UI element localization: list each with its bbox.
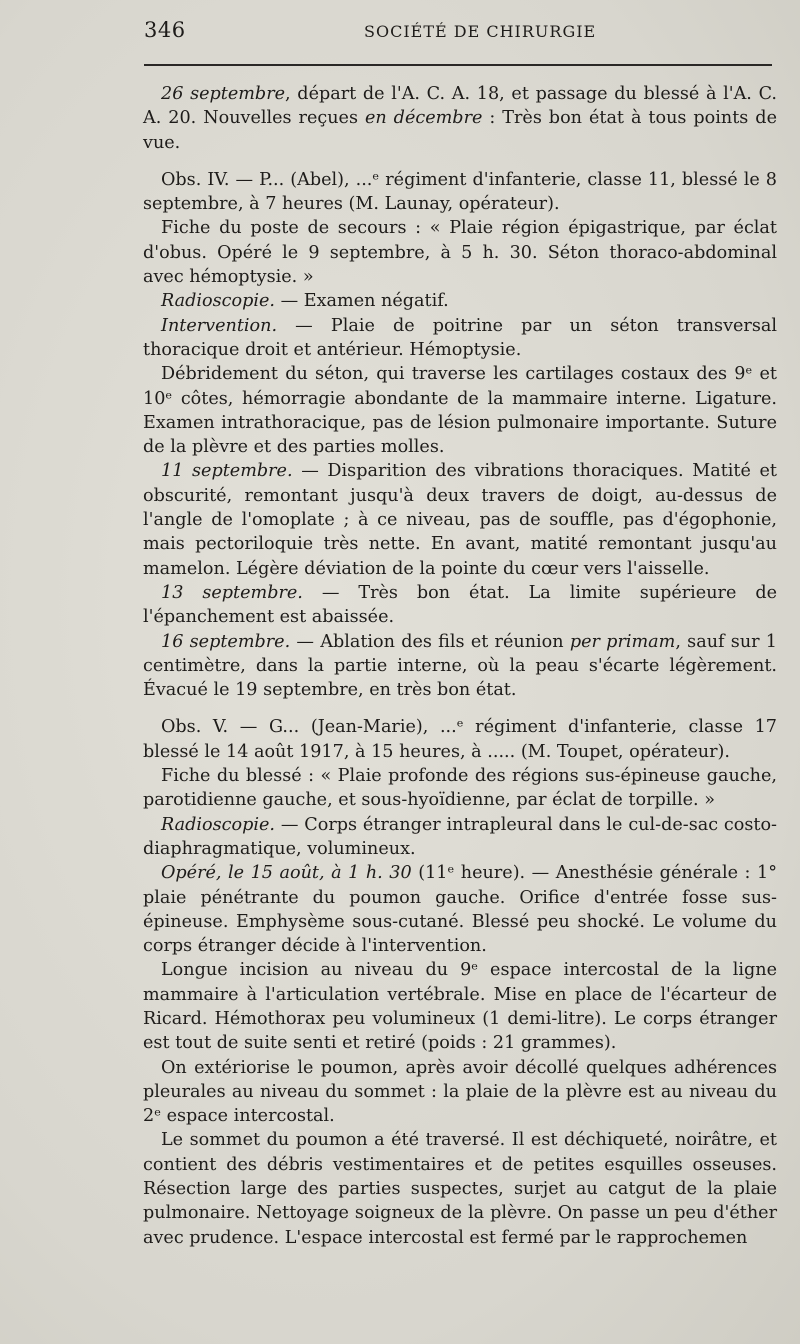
paragraph [143, 289, 777, 313]
italic-text: en décembre [364, 108, 483, 129]
paragraph-text: Obs. IV. — P... (Abel), ...ᵉ régiment d'infanterie, classe 11, blessé le 8 septembre, à 7 heures (M. Launay, opérateur). [143, 169, 777, 215]
paragraph [143, 314, 777, 363]
paragraph [143, 630, 777, 703]
paragraph-text: , sauf sur 1 centimètre, dans la partie interne, où la peau s'écarte légèrement. Évacué le 19 septembre, en très bon état. [143, 631, 778, 701]
paragraph-text: Longue incision au niveau du 9ᵉ espace intercostal de la ligne mammaire à l'articulation vertébrale. Mise en place de l'écarteur de Ricard. Hémothorax peu volumineux (1 demi-litre). Le corps étranger est tout de suite senti et retiré (poids : 21 grammes). [143, 960, 777, 1054]
italic-text: 13 septembre. [161, 582, 303, 603]
paragraph [143, 168, 777, 217]
paragraph-text: : Très bon état à tous points de vue. [143, 108, 777, 153]
italic-text: 16 septembre. [161, 631, 291, 652]
paragraph-text: Fiche du poste de secours : « Plaie région épigastrique, par éclat d'obus. Opéré le 9 septembre, à 5 h. 30. Séton thoraco-abdominal avec hémoptysie. » [143, 218, 777, 288]
running-title: SOCIÉTÉ DE CHIRURGIE [364, 22, 597, 41]
paragraph [143, 861, 777, 958]
italic-text: Intervention. [161, 315, 278, 336]
paragraph [143, 1056, 777, 1129]
paragraph [143, 581, 777, 630]
paragraph-text: Fiche du blessé : « Plaie profonde des régions sus-épineuse gauche, parotidienne gauche, et sous-hyoïdienne, par éclat de torpille. » [143, 766, 777, 811]
italic-text: per primam [569, 631, 676, 652]
paragraph-text: — Plaie de poitrine par un séton transversal thoracique droit et antérieur. Hémoptysie. [143, 315, 777, 360]
paragraph-text: — Disparition des vibrations thoraciques. Matité et obscurité, remontant jusqu'à deux travers de doigt, au-dessus de l'angle de l'omoplate ; à ce niveau, pas de souffle, pas d'égophonie, mais pectoriloquie très nette. En avant, matité remontant jusqu'au mamelon. Légère déviation de la pointe du cœur vers l'aisselle. [143, 461, 777, 579]
paragraph-text: (11ᵉ heure). — Anesthésie générale : 1° plaie pénétrante du poumon gauche. Orifice d'entrée fosse sus-épineuse. Emphysème sous-cutané. Blessé peu shocké. Le volume du corps étranger décide à l'intervention. [143, 863, 778, 957]
paragraph [143, 715, 777, 764]
paragraph-text: On extériorise le poumon, après avoir décollé quelques adhérences pleurales au niveau du sommet : la plaie de la plèvre est au niveau du 2ᵉ espace intercostal. [143, 1057, 777, 1127]
paragraph [143, 82, 777, 155]
paragraph-text: — Examen négatif. [275, 291, 449, 312]
italic-text: Radioscopie. [161, 814, 275, 835]
italic-text: 11 septembre. [161, 461, 293, 482]
italic-text: Opéré, le 15 août, à 1 h. 30 [161, 863, 412, 884]
paragraph [143, 216, 777, 289]
body-text [143, 82, 777, 1250]
paragraph [143, 362, 777, 459]
paragraph-text: — Ablation des fils et réunion [290, 631, 570, 652]
paragraph [143, 958, 777, 1055]
paragraph-text: — Très bon état. La limite supérieure de l'épanchement est abaissée. [143, 582, 777, 628]
page-number: 346 [144, 18, 186, 42]
page-header [144, 18, 776, 48]
italic-text: 26 septembre [161, 84, 286, 104]
header-rule [144, 64, 772, 66]
paragraph-text: Débridement du séton, qui traverse les cartilages costaux des 9ᵉ et 10ᵉ côtes, hémorragie abondante de la mammaire interne. Ligature. Examen intrathoracique, pas de lésion pulmonaire importante. Suture de la plèvre et des parties molles. [143, 364, 777, 458]
paragraph-text: Le sommet du poumon a été traversé. Il est déchiqueté, noirâtre, et contient des débris vestimentaires et de petites esquilles osseuses. Résection large des parties suspectes, surjet au catgut de la plaie pulmonaire. Nettoyage soigneux de la plèvre. On passe un peu d'éther avec prudence. L'espace intercostal est fermé par le rapprochemen [143, 1130, 777, 1248]
paragraph [143, 813, 777, 862]
paragraph-text: — Corps étranger intrapleural dans le cul-de-sac costo-diaphragmatique, volumineux. [143, 814, 777, 859]
paragraph-text: , départ de l'A. C. A. 18, et passage du blessé à l'A. C. A. 20. Nouvelles reçues [143, 84, 778, 129]
paragraph [143, 1128, 777, 1249]
paragraph-text: Obs. V. — G... (Jean-Marie), ...ᵉ régiment d'infanterie, classe 17 blessé le 14 août 1917, à 15 heures, à ..... (M. Toupet, opérateur). [143, 717, 777, 762]
paragraph [143, 764, 777, 813]
paragraph [143, 459, 777, 580]
italic-text: Radioscopie. [161, 291, 275, 312]
